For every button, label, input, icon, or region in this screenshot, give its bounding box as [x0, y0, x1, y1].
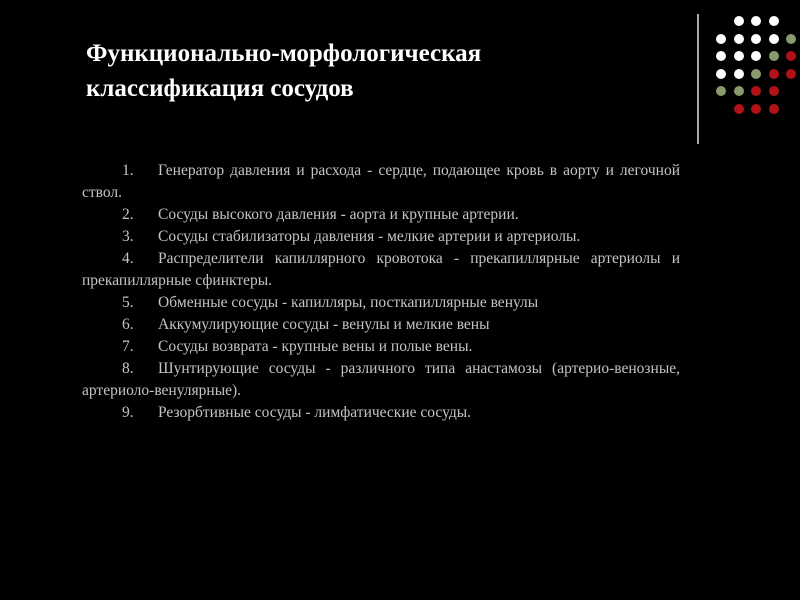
- decorative-dot: [716, 86, 726, 96]
- item-text: Шунтирующие сосуды - различного типа анастамозы (артерио-венозные, артериоло-венулярные).: [82, 360, 680, 399]
- decorative-dot: [769, 69, 779, 79]
- decorative-dot: [786, 51, 796, 61]
- title-line-2: классификация сосудов: [86, 75, 354, 102]
- item-text: Сосуды возврата - крупные вены и полые вены.: [158, 338, 473, 355]
- item-text: Сосуды высокого давления - аорта и крупные артерии.: [158, 206, 519, 223]
- item-number: 4.: [122, 250, 134, 267]
- decorative-dot: [751, 16, 761, 26]
- decorative-dot: [751, 34, 761, 44]
- item-number: 6.: [122, 316, 134, 333]
- item-number: 7.: [122, 338, 134, 355]
- list-item: [82, 402, 680, 424]
- divider-line: [697, 14, 699, 144]
- item-number: 5.: [122, 294, 134, 311]
- decorative-dot: [751, 51, 761, 61]
- decorative-dot: [786, 34, 796, 44]
- item-text: Аккумулирующие сосуды - венулы и мелкие вены: [158, 316, 490, 333]
- decorative-dot: [734, 51, 744, 61]
- item-number: 9.: [122, 404, 134, 421]
- list-item: [82, 248, 680, 292]
- title-line-1: Функционально-морфологическая: [86, 40, 482, 67]
- decorative-dot: [769, 86, 779, 96]
- list-item: [82, 314, 680, 336]
- classification-list: [82, 160, 680, 424]
- item-text: Сосуды стабилизаторы давления - мелкие артерии и артериолы.: [158, 228, 581, 245]
- item-number: 2.: [122, 206, 134, 223]
- decorative-dot: [716, 34, 726, 44]
- decorative-dot: [751, 86, 761, 96]
- dot-grid-decoration: [710, 10, 800, 130]
- decorative-dot: [734, 86, 744, 96]
- item-number: 8.: [122, 360, 134, 377]
- item-number: 1.: [122, 162, 134, 179]
- decorative-dot: [734, 16, 744, 26]
- decorative-dot: [769, 34, 779, 44]
- decorative-dot: [769, 16, 779, 26]
- decorative-dot: [734, 104, 744, 114]
- item-text: Обменные сосуды - капилляры, посткапиллярные венулы: [158, 294, 539, 311]
- list-item: [82, 226, 680, 248]
- decorative-dot: [786, 69, 796, 79]
- decorative-dot: [734, 69, 744, 79]
- decorative-dot: [716, 51, 726, 61]
- decorative-dot: [751, 104, 761, 114]
- item-number: 3.: [122, 228, 134, 245]
- decorative-dot: [716, 69, 726, 79]
- item-text: Распределители капиллярного кровотока - прекапиллярные артериолы и прекапиллярные сфинктеры.: [82, 250, 680, 289]
- item-text: Резорбтивные сосуды - лимфатические сосуды.: [158, 404, 472, 421]
- decorative-dot: [769, 51, 779, 61]
- decorative-dot: [769, 104, 779, 114]
- list-item: [82, 292, 680, 314]
- decorative-dot: [734, 34, 744, 44]
- list-item: [82, 160, 680, 204]
- item-text: Генератор давления и расхода - сердце, подающее кровь в аорту и легочной ствол.: [82, 162, 680, 201]
- list-item: [82, 358, 680, 402]
- list-item: [82, 336, 680, 358]
- slide-title: [86, 36, 646, 106]
- list-item: [82, 204, 680, 226]
- decorative-dot: [751, 69, 761, 79]
